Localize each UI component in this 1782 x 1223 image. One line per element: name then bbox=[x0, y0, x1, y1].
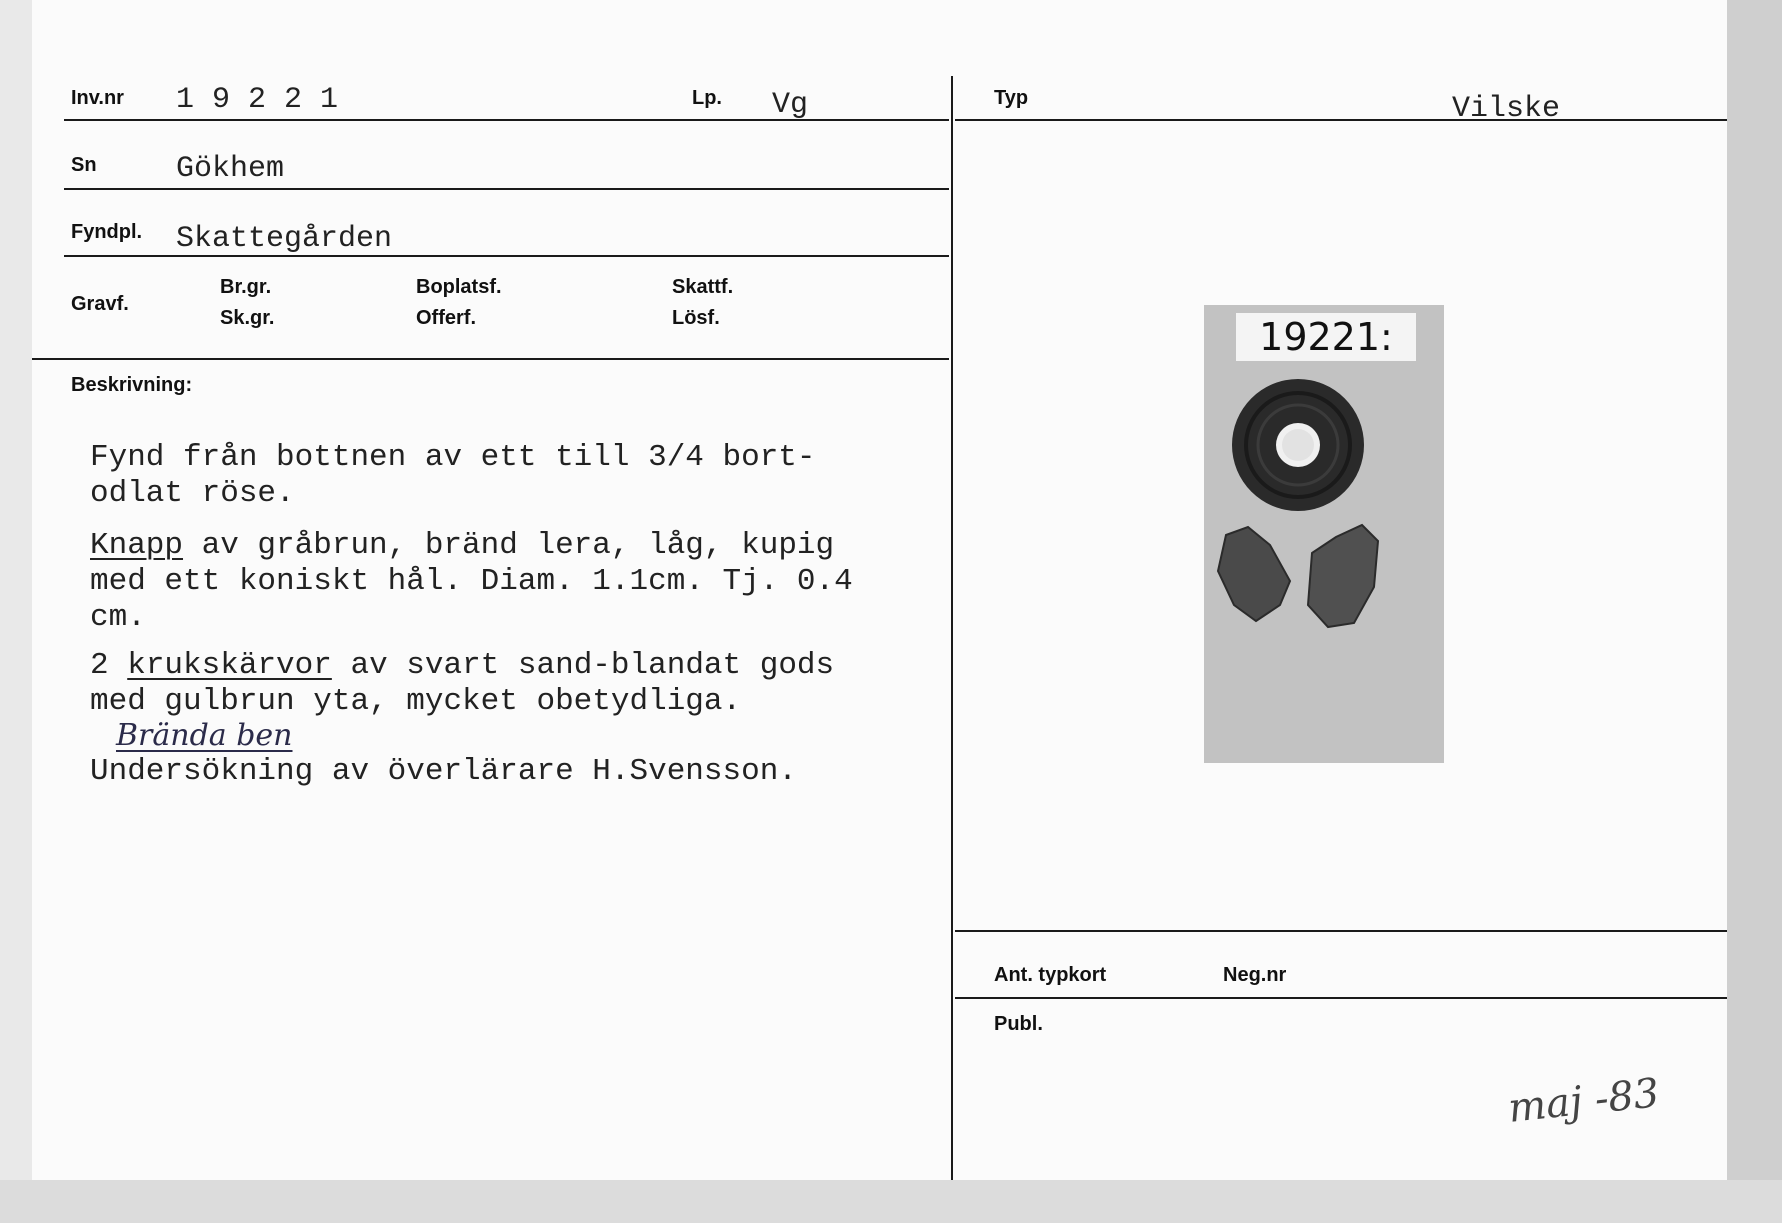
lp-value: Vg bbox=[772, 88, 809, 122]
rule-top-left bbox=[64, 119, 949, 121]
desc-p4-line1: Undersökning av överlärare H.Svensson. bbox=[90, 754, 797, 789]
button-object bbox=[1232, 379, 1364, 511]
column-divider bbox=[951, 76, 953, 1180]
find-word-knapp: Knapp bbox=[90, 528, 184, 563]
brgr-label: Br.gr. bbox=[220, 276, 272, 298]
fyndpl-value: Skattegården bbox=[176, 222, 393, 256]
gravf-label: Gravf. bbox=[71, 293, 129, 315]
desc-p2-line2: med ett koniskt hål. Diam. 1.1cm. Tj. 0.4 bbox=[90, 564, 853, 599]
desc-p3-line2: med gulbrun yta, mycket obetydliga. bbox=[90, 684, 742, 719]
desc-p3-prefix: 2 bbox=[90, 648, 128, 683]
desc-p1-line2: odlat röse. bbox=[90, 476, 295, 511]
rule-footer-mid bbox=[955, 997, 1727, 999]
sn-label: Sn bbox=[71, 154, 97, 176]
skgr-label: Sk.gr. bbox=[220, 307, 275, 329]
shard-object bbox=[1218, 527, 1290, 621]
neg-nr-label: Neg.nr bbox=[1223, 964, 1287, 986]
sn-value: Gökhem bbox=[176, 152, 285, 186]
losf-label: Lösf. bbox=[672, 307, 720, 329]
boplatsf-label: Boplatsf. bbox=[416, 276, 502, 298]
card-edge-shadow bbox=[1727, 0, 1782, 1223]
lp-label: Lp. bbox=[692, 87, 722, 109]
description-label: Beskrivning: bbox=[71, 374, 193, 396]
offerf-label: Offerf. bbox=[416, 307, 476, 329]
desc-p3-line1 bbox=[90, 648, 834, 684]
rule-top-right bbox=[955, 119, 1727, 121]
find-word-krukskarvor: krukskärvor bbox=[127, 648, 332, 683]
typ-value: Vilske bbox=[1452, 92, 1561, 126]
inv-label: Inv.nr bbox=[71, 87, 124, 109]
fyndpl-label: Fyndpl. bbox=[71, 221, 143, 243]
scan-border bbox=[0, 1180, 1782, 1223]
desc-p2-line1 bbox=[90, 528, 834, 564]
shard-object bbox=[1308, 525, 1378, 627]
finds-illustration bbox=[1204, 305, 1444, 763]
rule-sn bbox=[64, 188, 949, 190]
desc-p1-line1: Fynd från bottnen av ett till 3/4 bort- bbox=[90, 440, 816, 475]
rule-footer-top bbox=[955, 930, 1727, 932]
date-note: maj -83 bbox=[1506, 1070, 1662, 1132]
desc-p3-line1-rest: av svart sand-blandat gods bbox=[331, 648, 835, 683]
rule-gravf bbox=[32, 358, 949, 360]
desc-p2-line1-rest: av gråbrun, bränd lera, låg, kupig bbox=[183, 528, 835, 563]
handwritten-note: Brända ben bbox=[116, 718, 293, 753]
ant-typkort-label: Ant. typkort bbox=[994, 964, 1107, 986]
object-photo bbox=[1204, 305, 1444, 763]
typ-label: Typ bbox=[994, 87, 1029, 109]
desc-p2-line3: cm. bbox=[90, 600, 146, 635]
photo-number-label: 19221: bbox=[1236, 313, 1416, 361]
skattf-label: Skattf. bbox=[672, 276, 734, 298]
inv-value: 1 9 2 2 1 bbox=[176, 83, 339, 117]
publ-label: Publ. bbox=[994, 1013, 1043, 1035]
